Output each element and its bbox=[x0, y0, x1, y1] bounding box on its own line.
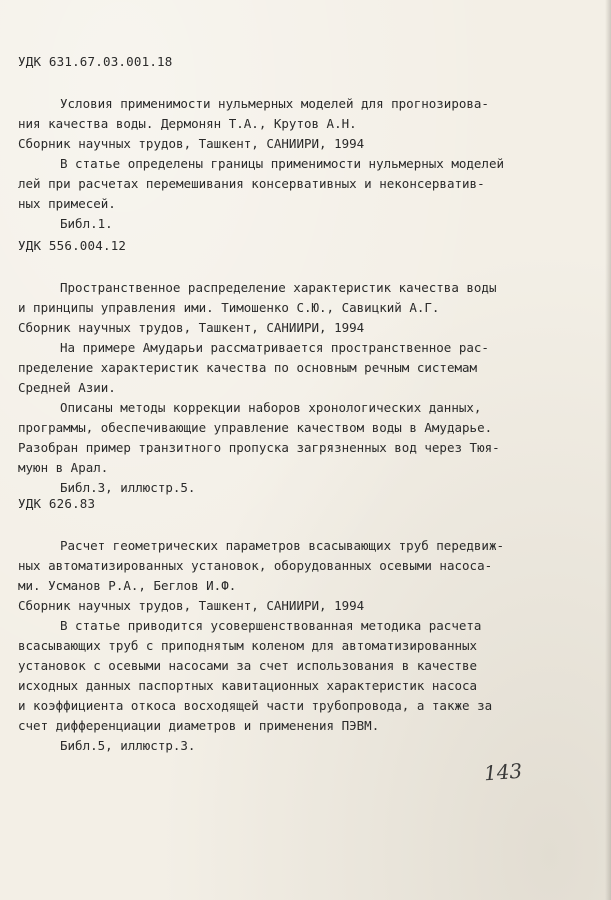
abstract-line: всасывающих труб с приподнятым коленом для автоматизированных bbox=[18, 638, 478, 653]
udk-code: УДК 631.67.03.001.18 bbox=[18, 54, 173, 69]
abstract-line: Расчет геометрических параметров всасывающих труб передвиж- bbox=[60, 538, 505, 553]
abstract-line: Условия применимости нульмерных моделей для прогнозирова- bbox=[60, 96, 489, 111]
abstract-line: счет дифференциации диаметров и применения ПЭВМ. bbox=[18, 718, 380, 733]
abstract-entry-3 bbox=[18, 494, 598, 756]
page-edge-shadow bbox=[605, 0, 611, 900]
udk-code: УДК 556.004.12 bbox=[18, 238, 127, 253]
bibliography-line: Библ.3, иллюстр.5. bbox=[60, 480, 196, 495]
abstract-line: Сборник научных трудов, Ташкент, САНИИРИ, 1994 bbox=[18, 598, 365, 613]
abstract-entry-2 bbox=[18, 236, 598, 498]
abstract-line: ния качества воды. Дермонян Т.А., Крутов А.Н. bbox=[18, 116, 357, 131]
abstract-line: муюн в Арал. bbox=[18, 460, 109, 475]
abstract-line: Разобран пример транзитного пропуска загрязненных вод через Тюя- bbox=[18, 440, 500, 455]
abstract-line: пределение характеристик качества по основным речным системам bbox=[18, 360, 478, 375]
abstract-line: ми. Усманов Р.А., Беглов И.Ф. bbox=[18, 578, 237, 593]
abstract-entry-1 bbox=[18, 52, 598, 234]
abstract-line: программы, обеспечивающие управление качеством воды в Амударье. bbox=[18, 420, 493, 435]
udk-code: УДК 626.83 bbox=[18, 496, 96, 511]
abstract-line: исходных данных паспортных кавитационных характеристик насоса bbox=[18, 678, 478, 693]
bibliography-line: Библ.5, иллюстр.3. bbox=[60, 738, 196, 753]
abstract-line: и принципы управления ими. Тимошенко С.Ю., Савицкий А.Г. bbox=[18, 300, 440, 315]
abstract-line: Средней Азии. bbox=[18, 380, 116, 395]
abstract-line: Описаны методы коррекции наборов хронологических данных, bbox=[60, 400, 482, 415]
abstract-line: В статье определены границы применимости нульмерных моделей bbox=[60, 156, 505, 171]
abstract-line: Сборник научных трудов, Ташкент, САНИИРИ, 1994 bbox=[18, 320, 365, 335]
abstract-line: лей при расчетах перемешивания консервативных и неконсерватив- bbox=[18, 176, 485, 191]
abstract-line: ных примесей. bbox=[18, 196, 116, 211]
abstract-line: На примере Амударьи рассматривается пространственное рас- bbox=[60, 340, 489, 355]
abstract-line: установок с осевыми насосами за счет использования в качестве bbox=[18, 658, 478, 673]
handwritten-page-number: 143 bbox=[483, 758, 523, 786]
abstract-line: Пространственное распределение характеристик качества воды bbox=[60, 280, 497, 295]
bibliography-line: Библ.1. bbox=[60, 216, 113, 231]
abstract-line: и коэффициента откоса восходящей части трубопровода, а также за bbox=[18, 698, 493, 713]
abstract-line: В статье приводится усовершенствованная методика расчета bbox=[60, 618, 482, 633]
abstract-line: Сборник научных трудов, Ташкент, САНИИРИ, 1994 bbox=[18, 136, 365, 151]
abstract-line: ных автоматизированных установок, оборудованных осевыми насоса- bbox=[18, 558, 493, 573]
